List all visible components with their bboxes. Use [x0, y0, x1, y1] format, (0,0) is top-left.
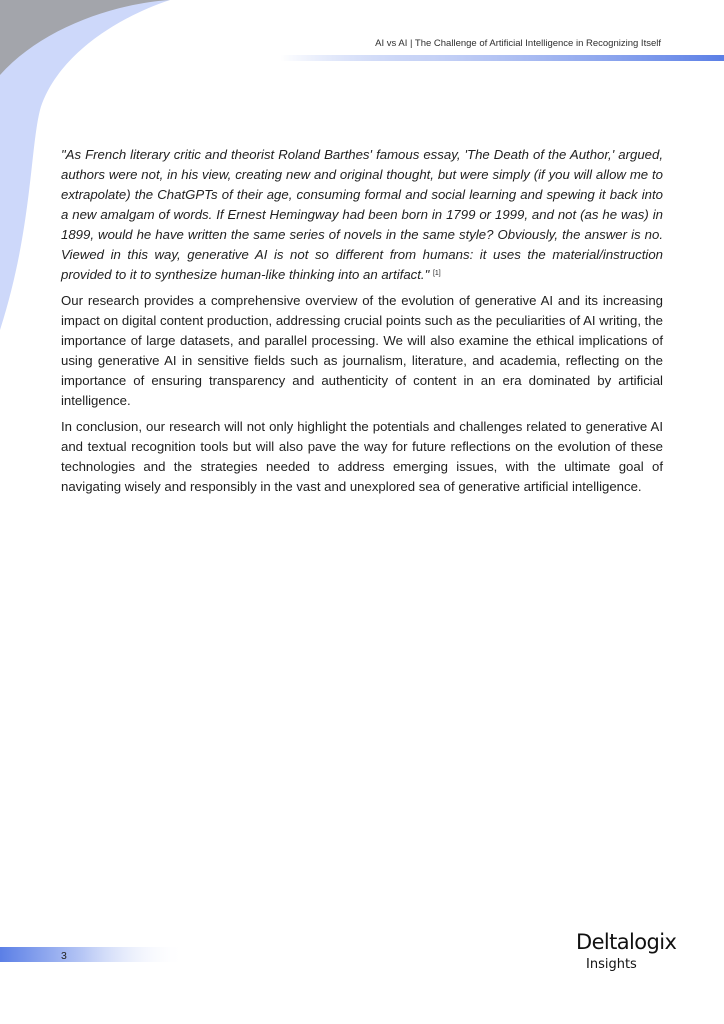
body-paragraph: In conclusion, our research will not only highlight the potentials and challenges related to generative AI and textual recognition tools but will also pave the way for future reflections on the evolution of these technologies and the strategies needed to address emerging issues, with the ultimate goal of navigating wisely and responsibly in the vast and unexplored sea of generative artificial intelligence.: [61, 419, 663, 494]
quote-paragraph: [61, 145, 663, 285]
footer-bar: [0, 947, 185, 962]
quote-text: "As French literary critic and theorist Roland Barthes' famous essay, 'The Death of the Author,' argued, authors were not, in his view, creating new and original thought, but were simply (if you will allow me to extrapolate) the ChatGPTs of their age, consuming formal and social learning and spewing it back into a new amalgam of words. If Ernest Hemingway had been born in 1799 or 1999, and not (as he was) in 1899, would he have written the same series of novels in the same style? Obviously, the answer is no. Viewed in this way, generative AI is not so different from humans: it uses the material/instruction provided to it to synthesize human-like thinking into an artifact.": [61, 147, 663, 282]
reference-marker[interactable]: [1]: [432, 270, 441, 277]
logo-wordmark: Deltalogix: [576, 930, 677, 954]
logo-tagline: Insights: [586, 957, 637, 972]
page-content: [61, 145, 663, 503]
deltalogix-logo: [576, 930, 677, 978]
body-paragraph: Our research provides a comprehensive overview of the evolution of generative AI and its increasing impact on digital content production, addressing crucial points such as the peculiarities of AI writing, the importance of large datasets, and parallel processing. We will also examine the ethical implications of using generative AI in sensitive fields such as journalism, literature, and academia, reflecting on the importance of ensuring transparency and authenticity of content in an era dominated by artificial intelligence.: [61, 293, 663, 408]
header-rule: [280, 55, 724, 61]
page-number: 3: [61, 950, 67, 962]
header-title: AI vs AI | The Challenge of Artificial Intelligence in Recognizing Itself: [375, 38, 661, 49]
